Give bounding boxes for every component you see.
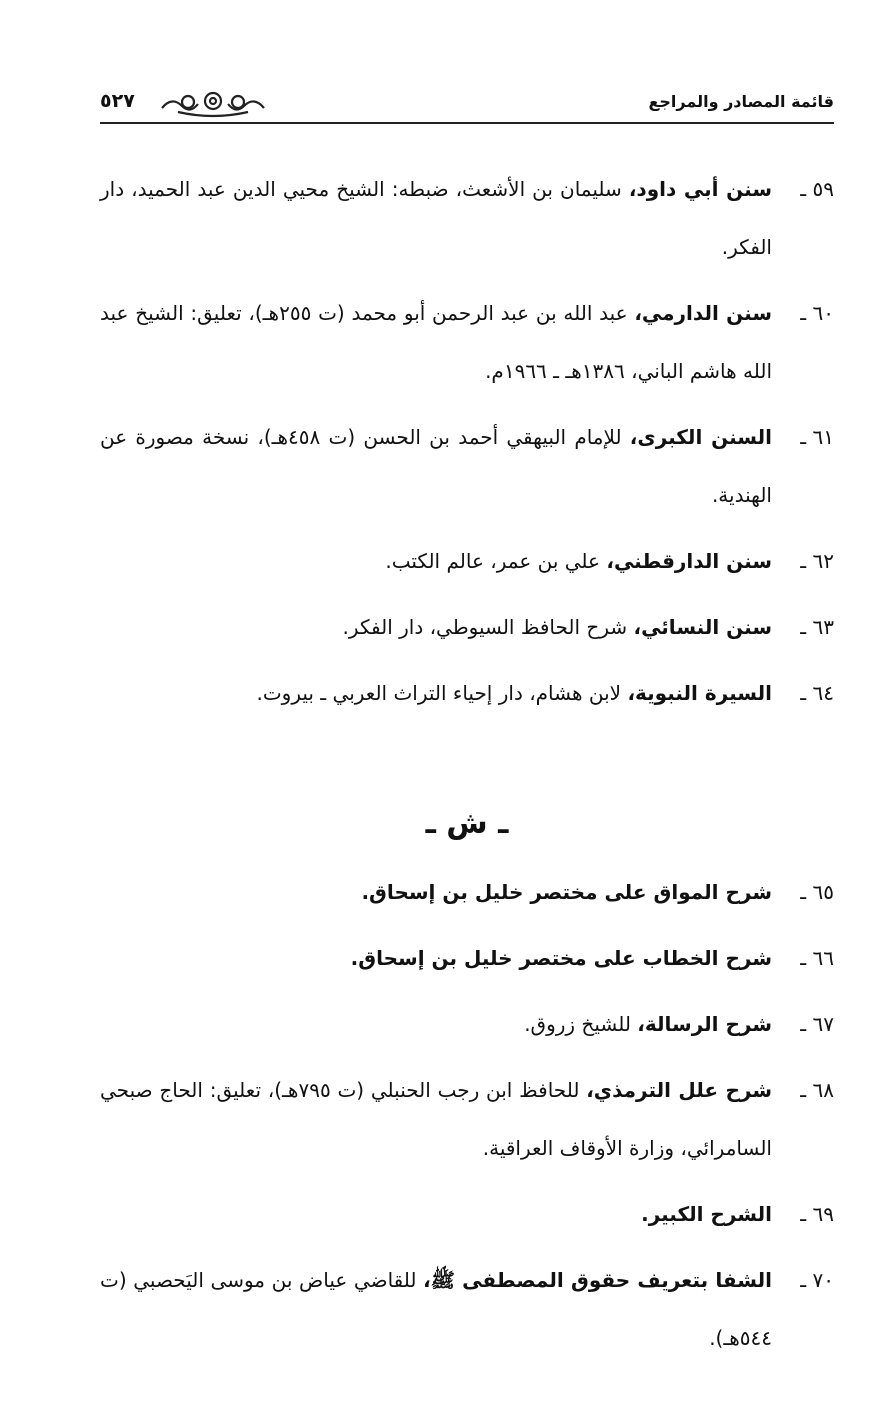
entry-details: لابن هشام، دار إحياء التراث العربي ـ بيروت. <box>256 681 628 705</box>
entry-details: عبد الله بن عبد الرحمن أبو محمد (ت ٢٥٥هـ)، تعليق: الشيخ عبد الله هاشم الباني، ١٣٨٦هـ ـ ١٩٦٦م. <box>100 301 772 383</box>
entry-number: ٦٥ ـ <box>800 880 834 904</box>
entry-title: شرح الخطاب على مختصر خليل بن إسحاق. <box>350 946 772 970</box>
entry-title: سنن الدارقطني، <box>606 549 772 573</box>
list-item <box>100 664 834 722</box>
entry-title: السنن الكبرى، <box>629 425 772 449</box>
entry-number: ٦٦ ـ <box>800 946 834 970</box>
entry-number: ٦٢ ـ <box>800 549 834 573</box>
list-item <box>100 1251 834 1367</box>
section-heading: ـ ش ـ <box>425 806 509 841</box>
entry-title: الشفا بتعريف حقوق المصطفى ﷺ، <box>423 1268 772 1292</box>
list-item <box>100 598 834 656</box>
entry-number: ٦٤ ـ <box>800 681 834 705</box>
entry-title: سنن النسائي، <box>633 615 772 639</box>
entry-title: شرح الرسالة، <box>637 1012 772 1036</box>
entry-number: ٧٠ ـ <box>800 1268 834 1292</box>
page-header <box>100 86 834 124</box>
list-item <box>100 863 834 921</box>
entry-details: للشيخ زروق. <box>524 1012 638 1036</box>
floral-ornament-icon <box>158 88 268 122</box>
entry-title: شرح المواق على مختصر خليل بن إسحاق. <box>361 880 772 904</box>
list-item <box>100 160 834 276</box>
entry-number: ٦١ ـ <box>800 425 834 449</box>
entry-details: شرح الحافظ السيوطي، دار الفكر. <box>342 615 634 639</box>
entry-details: للإمام البيهقي أحمد بن الحسن (ت ٤٥٨هـ)، نسخة مصورة عن الهندية. <box>100 425 772 507</box>
entry-number: ٦٨ ـ <box>800 1078 834 1102</box>
entry-title: الشرح الكبير. <box>641 1202 772 1226</box>
list-item <box>100 408 834 524</box>
list-item <box>100 1185 834 1243</box>
list-item <box>100 995 834 1053</box>
entry-number: ٦٣ ـ <box>800 615 834 639</box>
entry-title: سنن الدارمي، <box>634 301 773 325</box>
entry-number: ٦٠ ـ <box>800 301 834 325</box>
running-head: قائمة المصادر والمراجع <box>648 92 834 111</box>
entry-number: ٦٩ ـ <box>800 1202 834 1226</box>
list-item <box>100 1061 834 1177</box>
list-item <box>100 929 834 987</box>
entry-title: شرح علل الترمذي، <box>586 1078 772 1102</box>
entry-number: ٦٧ ـ <box>800 1012 834 1036</box>
entry-number: ٥٩ ـ <box>800 177 834 201</box>
list-item <box>100 532 834 590</box>
entry-details: للقاضي عياض بن موسى اليَحصبي (ت ٥٤٤هـ). <box>100 1268 772 1350</box>
entry-details: للحافظ ابن رجب الحنبلي (ت ٧٩٥هـ)، تعليق: الحاج صبحي السامرائي، وزارة الأوقاف العراقية. <box>100 1078 772 1160</box>
page-number: ٥٢٧ <box>100 90 135 112</box>
entry-title: سنن أبي داود، <box>628 177 772 201</box>
entry-title: السيرة النبوية، <box>627 681 772 705</box>
list-item <box>100 284 834 400</box>
entry-details: سليمان بن الأشعث، ضبطه: الشيخ محيي الدين عبد الحميد، دار الفكر. <box>100 177 772 259</box>
bibliography-list <box>100 160 834 1367</box>
entry-details: علي بن عمر، عالم الكتب. <box>385 549 607 573</box>
